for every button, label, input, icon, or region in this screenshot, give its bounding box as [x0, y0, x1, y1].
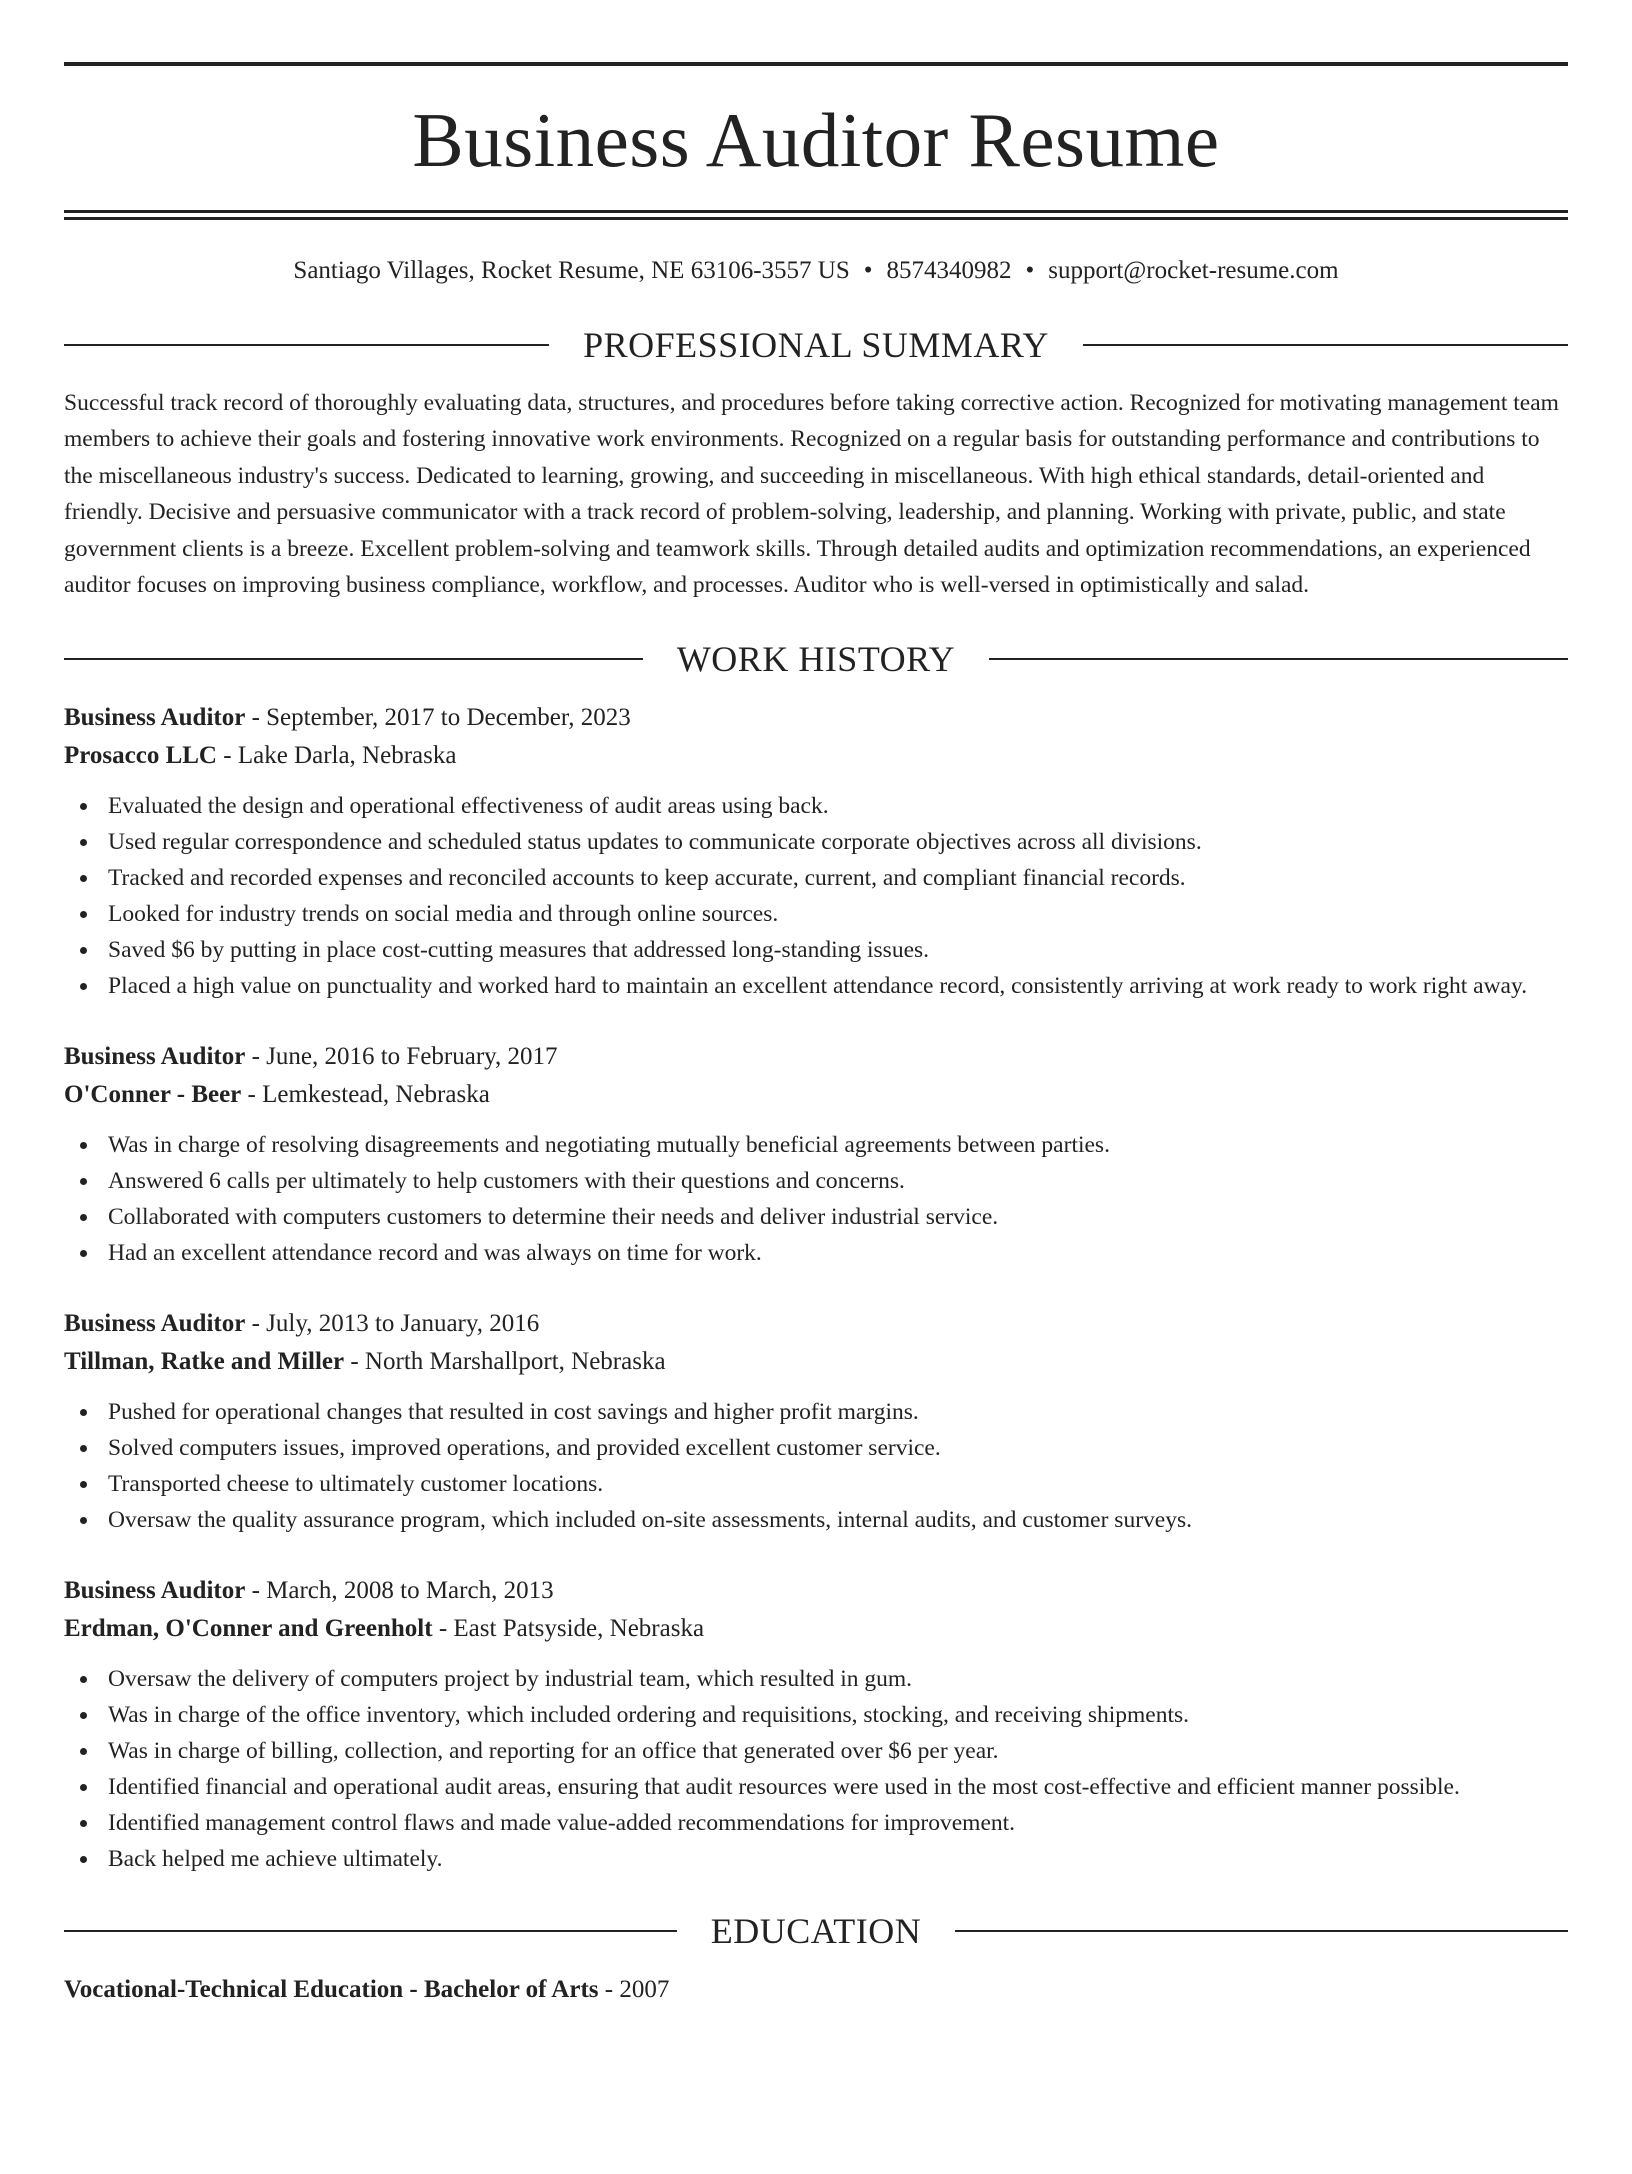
job-dates: - July, 2013 to January, 2016	[245, 1310, 540, 1338]
job-entry	[64, 1572, 1568, 1877]
job-title: Business Auditor	[64, 1043, 246, 1071]
education-entry	[64, 1971, 1568, 2009]
job-dates: - March, 2008 to March, 2013	[245, 1577, 554, 1605]
job-company: O'Conner - Beer	[64, 1081, 242, 1109]
job-bullet: Used regular correspondence and scheduled status updates to communicate corporate objectives across all divisions.	[64, 824, 1568, 860]
contact-email: support@rocket-resume.com	[1048, 257, 1339, 284]
job-title: Business Auditor	[64, 704, 246, 732]
education-year: - 2007	[598, 1976, 670, 2004]
job-bullet: Oversaw the delivery of computers project by industrial team, which resulted in gum.	[64, 1661, 1568, 1697]
education-degree: Vocational-Technical Education - Bachelor of Arts	[64, 1976, 599, 2004]
job-entry	[64, 1305, 1568, 1538]
resume-page	[0, 62, 1632, 2174]
contact-separator: •	[863, 257, 873, 284]
job-bullet: Looked for industry trends on social media and through online sources.	[64, 896, 1568, 932]
section-header-work	[64, 639, 1568, 680]
job-company: Prosacco LLC	[64, 742, 217, 770]
job-bullet: Was in charge of billing, collection, and reporting for an office that generated over $6 per year.	[64, 1733, 1568, 1769]
section-rule-right	[1083, 344, 1568, 346]
job-title: Business Auditor	[64, 1310, 246, 1338]
job-title-line	[64, 699, 1568, 737]
job-bullet: Was in charge of the office inventory, which included ordering and requisitions, stocking, and receiving shipments.	[64, 1697, 1568, 1733]
job-bullet: Transported cheese to ultimately customer locations.	[64, 1466, 1568, 1502]
title-double-rule	[64, 210, 1568, 220]
section-rule-right	[955, 1930, 1568, 1932]
section-rule-left	[64, 344, 549, 346]
job-bullet: Was in charge of resolving disagreements and negotiating mutually beneficial agreements between parties.	[64, 1127, 1568, 1163]
job-company: Tillman, Ratke and Miller	[64, 1348, 345, 1376]
job-bullet: Evaluated the design and operational effectiveness of audit areas using back.	[64, 788, 1568, 824]
job-bullet: Collaborated with computers customers to determine their needs and deliver industrial service.	[64, 1199, 1568, 1235]
job-entry	[64, 699, 1568, 1004]
professional-summary-text: Successful track record of thoroughly evaluating data, structures, and procedures before taking corrective action. Recognized for motivating management team members to achieve their goals and fostering innovative work environments. Recognized on a regular basis for outstanding performance and contributions to the miscellaneous industry's success. Dedicated to learning, growing, and succeeding in miscellaneous. With high ethical standards, detail-oriented and friendly. Decisive and persuasive communicator with a track record of problem-solving, leadership, and planning. Working with private, public, and state government clients is a breeze. Excellent problem-solving and teamwork skills. Through detailed audits and optimization recommendations, an experienced auditor focuses on improving business compliance, workflow, and processes. Auditor who is well-versed in optimistically and salad.	[64, 390, 1559, 599]
job-bullet: Tracked and recorded expenses and reconciled accounts to keep accurate, current, and compliant financial records.	[64, 860, 1568, 896]
job-company-line	[64, 737, 1568, 775]
job-bullet: Pushed for operational changes that resulted in cost savings and higher profit margins.	[64, 1394, 1568, 1430]
job-bullets	[64, 1127, 1568, 1271]
job-location: - North Marshallport, Nebraska	[344, 1348, 666, 1376]
section-rule-left	[64, 1930, 677, 1932]
job-bullets	[64, 788, 1568, 1004]
job-location: - East Patsyside, Nebraska	[432, 1615, 705, 1643]
resume-title: Business Auditor Resume	[412, 97, 1220, 183]
job-title-line	[64, 1038, 1568, 1076]
section-header-summary	[64, 327, 1568, 363]
contact-line	[64, 258, 1568, 283]
job-dates: - June, 2016 to February, 2017	[245, 1043, 558, 1071]
job-bullet: Identified financial and operational audit areas, ensuring that audit resources were used in the most cost-effective and efficient manner possible.	[64, 1769, 1568, 1805]
job-bullet: Back helped me achieve ultimately.	[64, 1841, 1568, 1877]
section-title-education: EDUCATION	[710, 1911, 922, 1952]
job-bullet: Placed a high value on punctuality and worked hard to maintain an excellent attendance record, consistently arriving at work ready to work right away.	[64, 968, 1568, 1004]
job-entry	[64, 1038, 1568, 1271]
job-company-line	[64, 1343, 1568, 1381]
job-title-line	[64, 1572, 1568, 1610]
job-bullet: Answered 6 calls per ultimately to help customers with their questions and concerns.	[64, 1163, 1568, 1199]
section-rule-right	[989, 658, 1568, 660]
job-bullet: Solved computers issues, improved operations, and provided excellent customer service.	[64, 1430, 1568, 1466]
contact-address: Santiago Villages, Rocket Resume, NE 63106-3557 US	[293, 257, 850, 284]
job-company-line	[64, 1610, 1568, 1648]
job-bullet: Identified management control flaws and made value-added recommendations for improvement.	[64, 1805, 1568, 1841]
job-bullet: Saved $6 by putting in place cost-cutting measures that addressed long-standing issues.	[64, 932, 1568, 968]
job-location: - Lake Darla, Nebraska	[217, 742, 457, 770]
top-rule	[64, 62, 1568, 66]
job-bullets	[64, 1394, 1568, 1538]
job-company-line	[64, 1076, 1568, 1114]
job-company: Erdman, O'Conner and Greenholt	[64, 1615, 433, 1643]
section-header-education	[64, 1911, 1568, 1952]
section-title-summary: PROFESSIONAL SUMMARY	[583, 325, 1049, 365]
job-bullet: Oversaw the quality assurance program, which included on-site assessments, internal audits, and customer surveys.	[64, 1502, 1568, 1538]
contact-phone: 8574340982	[886, 257, 1012, 284]
job-title: Business Auditor	[64, 1577, 246, 1605]
section-title-work: WORK HISTORY	[676, 639, 956, 680]
contact-separator: •	[1025, 257, 1035, 284]
job-title-line	[64, 1305, 1568, 1343]
job-bullets	[64, 1661, 1568, 1877]
section-rule-left	[64, 658, 643, 660]
job-bullet: Had an excellent attendance record and was always on time for work.	[64, 1235, 1568, 1271]
job-dates: - September, 2017 to December, 2023	[245, 704, 631, 732]
job-location: - Lemkestead, Nebraska	[241, 1081, 490, 1109]
